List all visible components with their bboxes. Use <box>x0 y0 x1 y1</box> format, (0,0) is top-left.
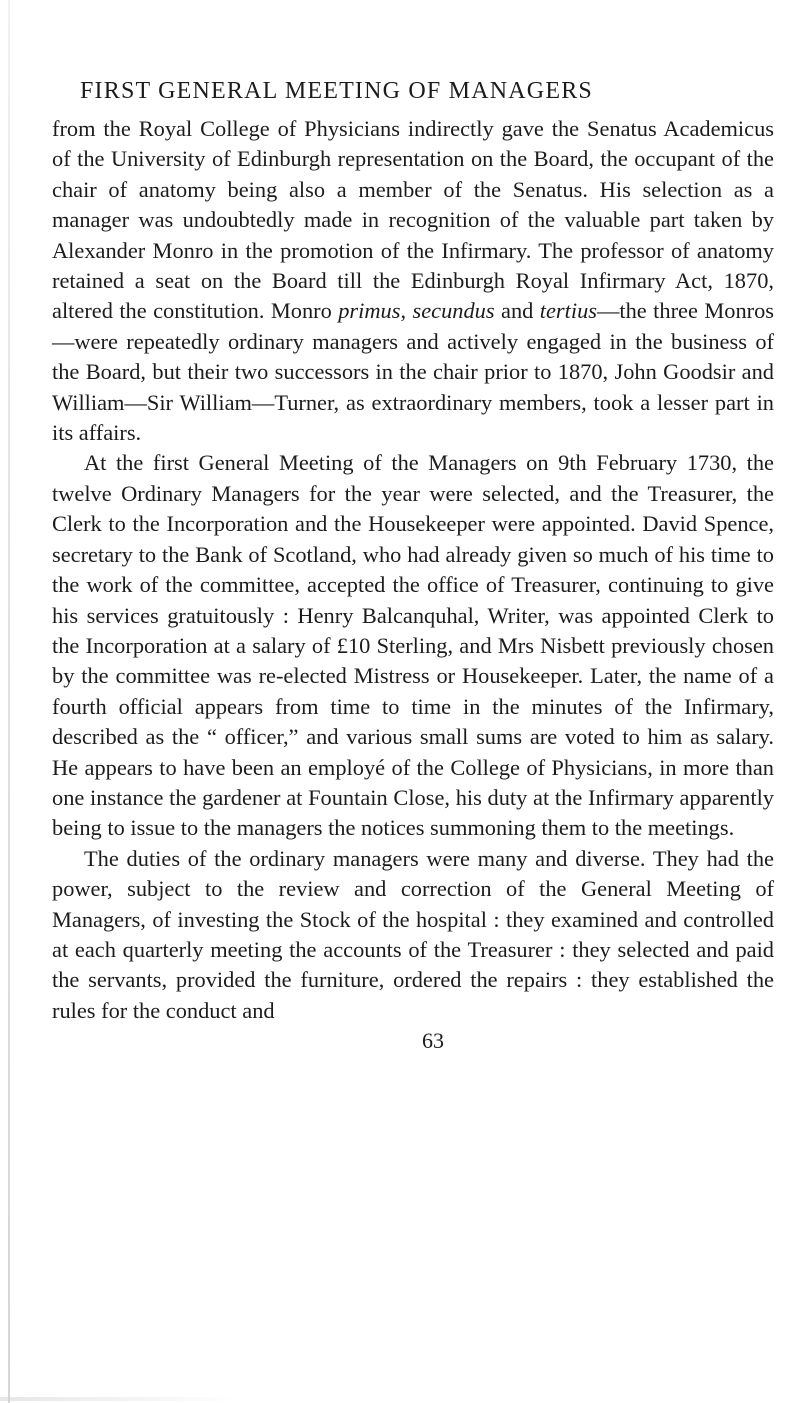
book-page <box>52 76 774 1054</box>
paragraph-1-text-c: and <box>494 298 540 324</box>
body-text <box>52 114 774 1026</box>
italic-secundus: secundus <box>412 298 495 324</box>
paragraph-3: The duties of the ordinary managers were many and diverse. They had the power, subject to the review and correction of the General Meeting of Managers, of investing the Stock of the hospital : they examined and controlled at each quarterly meeting the accounts of the Treasurer : they selected and paid the servants, provided the furniture, ordered the repairs : they established the rules for the conduct and <box>52 845 774 1023</box>
running-head: FIRST GENERAL MEETING OF MANAGERS <box>80 78 593 104</box>
italic-primus: primus <box>338 298 401 324</box>
paragraph-2: At the first General Meeting of the Managers on 9th February 1730, the twelve Ordinary Managers for the year were selected, and the Treasurer, the Clerk to the Incorporation and the Housekeeper were appointed. David Spence, secretary to the Bank of Scotland, who had already given so much of his time to the work of the committee, accepted the office of Treasurer, continuing to give his services gratuitously : Henry Balcanquhal, Writer, was appointed Clerk to the Incorporation at a salary of £10 Sterling, and Mrs Nisbett previously chosen by the committee was re-elected Mistress or Housekeeper. Later, the name of a fourth official appears from time to time in the minutes of the Infirmary, described as the “ officer,” and various small sums are voted to him as salary. He appears to have been an employé of the College of Physicians, in more than one instance the gardener at Fountain Close, his duty at the Infirmary apparently being to issue to the managers the notices summoning them to the meetings. <box>52 450 774 841</box>
paragraph-1 <box>52 114 774 448</box>
italic-tertius: tertius <box>539 298 597 324</box>
paragraph-1-text-a: from the Royal College of Physicians indirectly gave the Senatus Academicus of the University of Edinburgh representation on the Board, the occupant of the chair of anatomy being also a member of the Senatus. His selection as a manager was undoubtedly made in recognition of the valuable part taken by Alexander Monro in the promotion of the Infirmary. The professor of anatomy retained a seat on the Board till the Edinburgh Royal Infirmary Act, 1870, altered the constitution. Monro <box>52 116 774 324</box>
page-bottom-shadow <box>0 1397 240 1401</box>
paragraph-1-text-d: —the three Monros—were repeatedly ordinary managers and actively engaged in the business of the Board, but their two successors in the chair prior to 1870, John Goodsir and William—Sir William—Turner, as extraordinary members, took a lesser part in its affairs. <box>52 298 775 446</box>
page-gutter-edge <box>8 0 10 1403</box>
page-number: 63 <box>422 1028 444 1054</box>
paragraph-1-text-b: , <box>400 298 413 324</box>
